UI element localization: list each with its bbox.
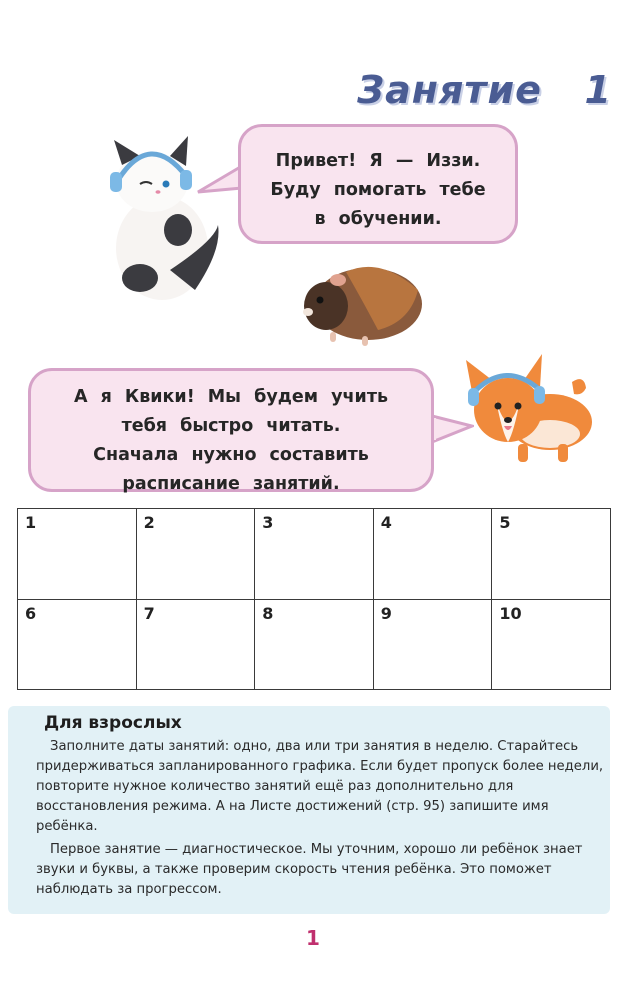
schedule-cell[interactable]: 9: [373, 599, 492, 690]
table-row: [18, 509, 611, 600]
bubble-line: Сначала нужно составить: [93, 445, 369, 465]
schedule-cell[interactable]: 8: [255, 599, 374, 690]
izzi-speech-bubble: [238, 124, 518, 244]
adults-section-title: Для взрослых: [44, 713, 182, 733]
bubble-line: в обучении.: [314, 209, 442, 229]
bubble-line: тебя быстро читать.: [121, 416, 341, 436]
schedule-cell[interactable]: 5: [492, 509, 611, 600]
page-number: 1: [306, 926, 320, 950]
schedule-cell[interactable]: 7: [136, 599, 255, 690]
schedule-cell[interactable]: 3: [255, 509, 374, 600]
adults-paragraph: Заполните даты занятий: одно, два или три занятия в неделю. Старайтесь придерживаться запланированного графика. Если будет пропуск более недели, повторите нужное количество занятий ещё раз дополнительно для восстановления режима. А на Листе достижений (стр. 95) запишите имя ребёнка.: [36, 739, 604, 834]
speech-bubble-tail: [196, 162, 244, 198]
lesson-title: Занятие 1: [357, 68, 612, 112]
guinea-pig-icon: [300, 256, 425, 348]
schedule-cell[interactable]: 6: [18, 599, 137, 690]
schedule-cell[interactable]: 10: [492, 599, 611, 690]
lesson-schedule-table: [17, 508, 611, 690]
speech-bubble-tail: [430, 412, 474, 448]
schedule-cell[interactable]: 4: [373, 509, 492, 600]
bubble-line: Буду помогать тебе: [270, 180, 486, 200]
corgi-with-headphones-icon: [458, 352, 598, 470]
bubble-line: А я Квики! Мы будем учить: [73, 387, 389, 407]
schedule-cell[interactable]: 2: [136, 509, 255, 600]
table-row: [18, 599, 611, 690]
adults-section-text: [36, 737, 608, 900]
adults-paragraph: Первое занятие — диагностическое. Мы уточним, хорошо ли ребёнок знает звуки и буквы, а также проверим скорость чтения ребёнка. Это поможет наблюдать за прогрессом.: [36, 842, 583, 897]
schedule-cell[interactable]: 1: [18, 509, 137, 600]
cat-with-headphones-icon: [100, 130, 225, 305]
bubble-line: Привет! Я — Иззи.: [275, 151, 481, 171]
kviki-speech-bubble: [28, 368, 434, 492]
bubble-line: расписание занятий.: [122, 474, 340, 494]
